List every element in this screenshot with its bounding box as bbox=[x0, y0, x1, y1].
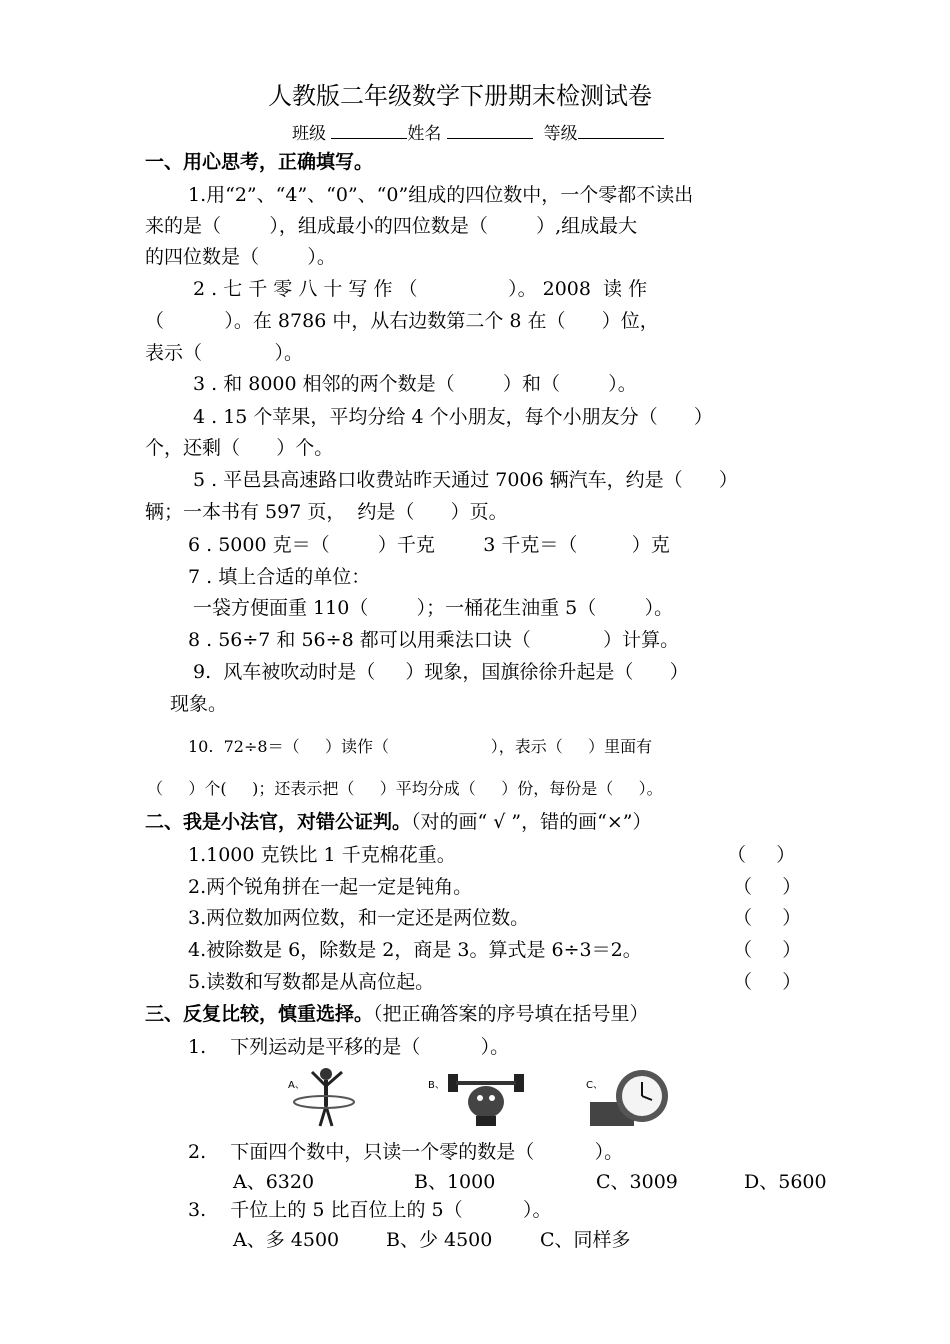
section-1-heading: 一、用心思考，正确填写。 bbox=[145, 151, 374, 173]
q4-line-2: 个，还剩（ ）个。 bbox=[145, 437, 334, 459]
student-info-line bbox=[292, 120, 664, 146]
class-label: 班级 bbox=[292, 124, 326, 144]
section-3-note: （把正确答案的序号填在括号里） bbox=[373, 1003, 649, 1025]
q2-line-2: （ ）。在 8786 中，从右边数第二个 8 在（ ）位， bbox=[145, 310, 659, 332]
hula-hoop-figure bbox=[286, 1066, 356, 1130]
q10-line-2: （ ）个( )；还表示把（ ）平均分成（ ）份，每份是（ ）。 bbox=[147, 779, 663, 798]
judge-item-4: 4.被除数是 6，除数是 2，商是 3。算式是 6÷3＝2。 bbox=[188, 939, 642, 961]
q9-line-1: 9. 风车被吹动时是（ ）现象，国旗徐徐升起是（ ） bbox=[193, 661, 689, 683]
choice-q2-option-b[interactable]: B、1000 bbox=[414, 1171, 496, 1193]
judge-item-3: 3.两位数加两位数，和一定还是两位数。 bbox=[188, 907, 530, 929]
section-2-heading-line bbox=[145, 810, 651, 834]
judge-answer-3[interactable]: （ ） bbox=[733, 907, 802, 929]
judge-answer-4[interactable]: （ ） bbox=[733, 939, 802, 961]
q8-line: 8 . 56÷7 和 56÷8 都可以用乘法口诀（ ）计算。 bbox=[188, 629, 680, 651]
q3-line: 3 . 和 8000 相邻的两个数是（ ）和（ ）。 bbox=[193, 373, 637, 395]
class-blank[interactable] bbox=[331, 120, 407, 139]
choice-q3-option-c[interactable]: C、同样多 bbox=[540, 1229, 631, 1251]
clock-figure bbox=[590, 1064, 670, 1130]
judge-item-5: 5.读数和写数都是从高位起。 bbox=[188, 971, 435, 993]
q1-line-2: 来的是（ ），组成最小的四位数是（ ）,组成最大 bbox=[145, 215, 638, 237]
choice-q1: 1. 下列运动是平移的是（ ）。 bbox=[188, 1036, 510, 1058]
q6-line: 6 . 5000 克＝（ ）千克 3 千克＝（ ）克 bbox=[188, 534, 670, 556]
q7-sub-line: 一袋方便面重 110（ ）；一桶花生油重 5（ ）。 bbox=[193, 597, 674, 619]
section-2-heading: 二、我是小法官，对错公证判。 bbox=[145, 811, 412, 833]
grade-blank[interactable] bbox=[578, 120, 664, 139]
choice-q2: 2. 下面四个数中，只读一个零的数是（ ）。 bbox=[188, 1141, 624, 1163]
choice-q2-option-c[interactable]: C、3009 bbox=[596, 1171, 678, 1193]
q4-line-1: 4 . 15 个苹果，平均分给 4 个小朋友，每个小朋友分（ ） bbox=[193, 406, 713, 428]
q2-line-3: 表示（ ）。 bbox=[145, 342, 303, 364]
judge-item-1: 1.1000 克铁比 1 千克棉花重。 bbox=[188, 844, 456, 866]
choice-q3-option-b[interactable]: B、少 4500 bbox=[386, 1229, 493, 1251]
figure-b-label: B、 bbox=[428, 1080, 445, 1091]
name-blank[interactable] bbox=[447, 120, 533, 139]
choice-q2-option-d[interactable]: D、5600 bbox=[744, 1171, 827, 1193]
choice-q3: 3. 千位上的 5 比百位上的 5（ ）。 bbox=[188, 1199, 552, 1221]
judge-answer-2[interactable]: （ ） bbox=[733, 876, 802, 898]
q10-line-1: 10. 72÷8＝（ ）读作（ ），表示（ ）里面有 bbox=[188, 737, 653, 756]
section-3-heading-line bbox=[145, 1002, 649, 1026]
q1-line-3: 的四位数是（ ）。 bbox=[145, 246, 336, 268]
q5-line-1: 5 . 平邑县高速路口收费站昨天通过 7006 辆汽车，约是（ ） bbox=[193, 469, 738, 491]
q2-line-1: 2 . 七 千 零 八 十 写 作 （ ）。 2008 读 作 bbox=[193, 278, 648, 300]
judge-item-2: 2.两个锐角拼在一起一定是钝角。 bbox=[188, 876, 473, 898]
name-label: 姓名 bbox=[407, 124, 442, 144]
judge-answer-1[interactable]: （ ） bbox=[727, 844, 796, 866]
figure-a-label: A、 bbox=[288, 1080, 305, 1091]
choice-q3-option-a[interactable]: A、多 4500 bbox=[233, 1229, 340, 1251]
section-2-note: （对的画“ √ ”，错的画“×”） bbox=[411, 811, 652, 833]
judge-answer-5[interactable]: （ ） bbox=[733, 971, 802, 993]
page-title: 人教版二年级数学下册期末检测试卷 bbox=[268, 82, 652, 110]
figure-c-label: C、 bbox=[586, 1080, 603, 1091]
weightlifting-figure bbox=[446, 1068, 526, 1128]
section-3-heading: 三、反复比较，慎重选择。 bbox=[145, 1003, 374, 1025]
q1-line-1: 1.用“2”、“4”、“0”、“0”组成的四位数中，一个零都不读出 bbox=[188, 184, 694, 206]
q5-line-2: 辆；一本书有 597 页， 约是（ ）页。 bbox=[145, 501, 508, 523]
q7-line: 7 . 填上合适的单位： bbox=[188, 566, 371, 588]
q9-line-2: 现象。 bbox=[170, 693, 228, 715]
grade-label: 等级 bbox=[543, 124, 578, 144]
choice-q2-option-a[interactable]: A、6320 bbox=[233, 1171, 315, 1193]
